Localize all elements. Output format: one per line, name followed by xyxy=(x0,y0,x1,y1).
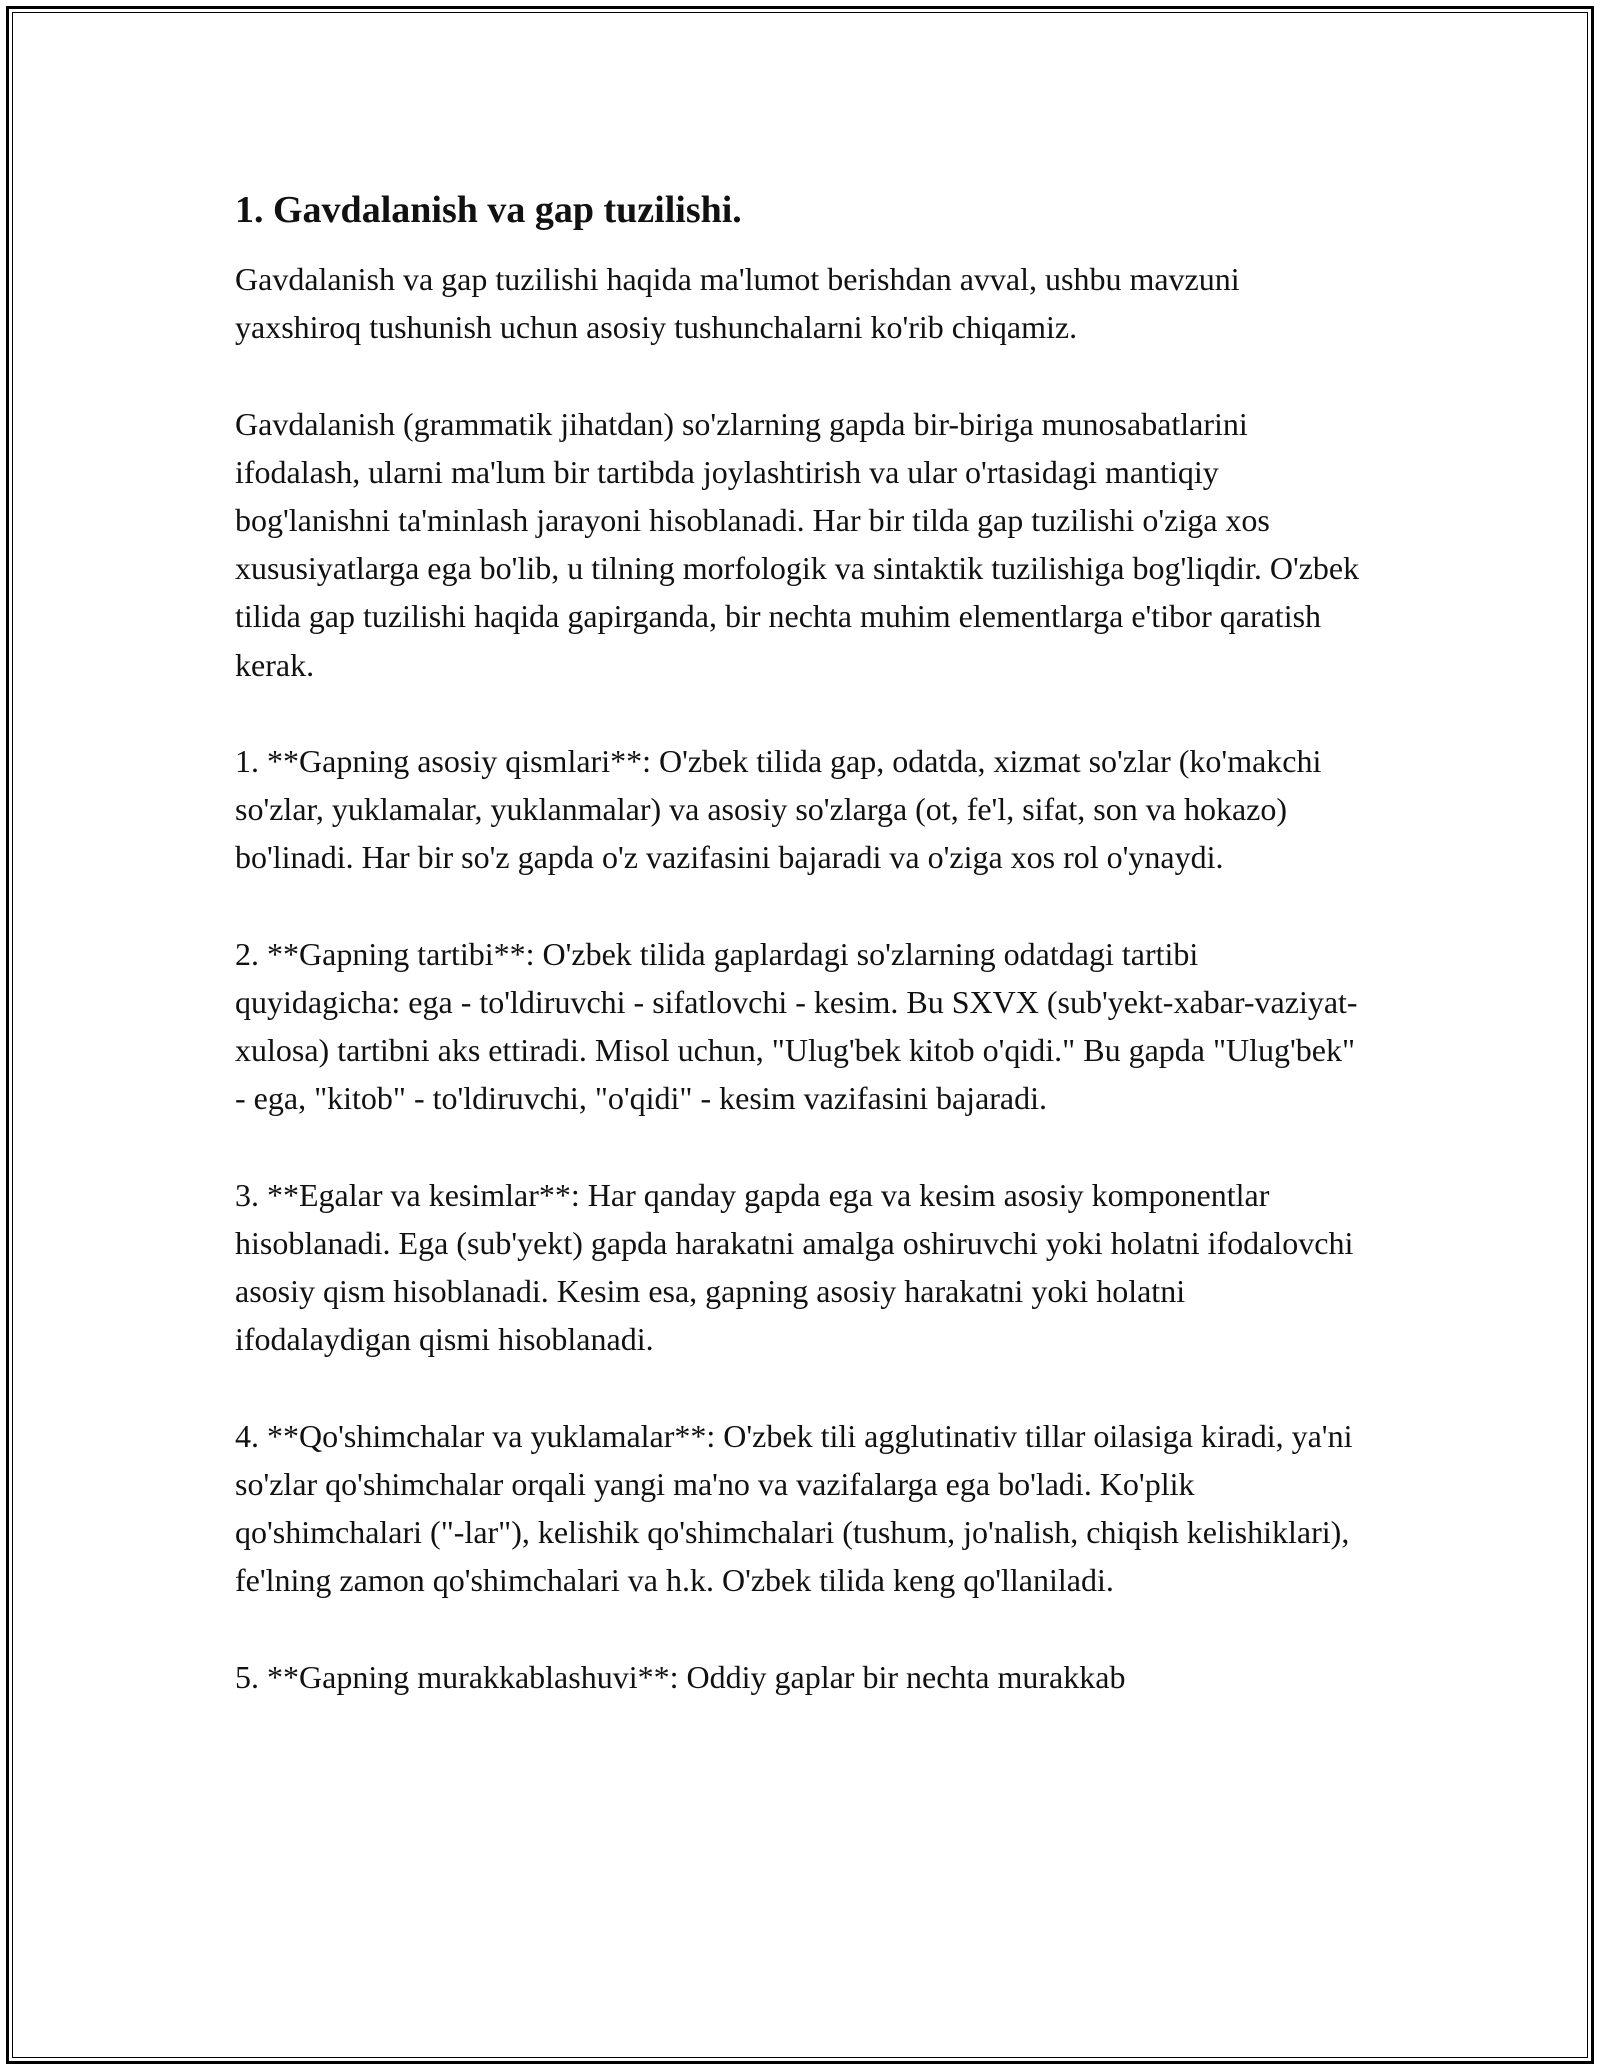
paragraph-item-2: 2. **Gapning tartibi**: O'zbek tilida gaplardagi so'zlarning odatdagi tartibi quyidagicha: ega - to'ldiruvchi - sifatlovchi - kesim. Bu SXVX (sub'yekt-xabar-vaziyat-xulosa) tartibni aks ettiradi. Misol uchun, "Ulug'bek kitob o'qidi." Bu gapda "Ulug'bek" - ega, "kitob" - to'ldiruvchi, "o'qidi" - kesim vazifasini bajaradi. xyxy=(235,935,1358,1117)
document-body xyxy=(235,185,1365,1749)
paragraph-definition: Gavdalanish (grammatik jihatdan) so'zlarning gapda bir-biriga munosabatlarini ifodalash, ularni ma'lum bir tartibda joylashtirish va ular o'rtasidagi mantiqiy bog'lanishni ta'minlash jarayoni hisoblanadi. Har bir tilda gap tuzilishi o'ziga xos xususiyatlarga ega bo'lib, u tilning morfologik va sintaktik tuzilishiga bog'liqdir. O'zbek tilida gap tuzilishi haqida gapirganda, bir nechta muhim elementlarga e'tibor qaratish kerak. xyxy=(235,405,1360,683)
paragraph-item-1: 1. **Gapning asosiy qismlari**: O'zbek tilida gap, odatda, xizmat so'zlar (ko'makchi so'zlar, yuklamalar, yuklanmalar) va asosiy so'zlarga (ot, fe'l, sifat, son va hokazo) bo'linadi. Har bir so'z gapda o'z vazifasini bajaradi va o'ziga xos rol o'ynaydi. xyxy=(235,743,1322,876)
document-title: 1. Gavdalanish va gap tuzilishi. xyxy=(235,189,742,231)
paragraph-item-3: 3. **Egalar va kesimlar**: Har qanday gapda ega va kesim asosiy komponentlar hisoblanadi. Ega (sub'yekt) gapda harakatni amalga oshiruvchi yoki holatni ifodalovchi asosiy qism hisoblanadi. Kesim esa, gapning asosiy harakatni yoki holatni ifodalaydigan qismi hisoblanadi. xyxy=(235,1176,1354,1358)
paragraph-intro: Gavdalanish va gap tuzilishi haqida ma'lumot berishdan avval, ushbu mavzuni yaxshiroq tushunish uchun asosiy tushunchalarni ko'rib chiqamiz. xyxy=(235,261,1240,346)
paragraph-item-5: 5. **Gapning murakkablashuvi**: Oddiy gaplar bir nechta murakkab xyxy=(235,1658,1126,1695)
paragraph-item-4: 4. **Qo'shimchalar va yuklamalar**: O'zbek tili agglutinativ tillar oilasiga kiradi, ya'ni so'zlar qo'shimchalar orqali yangi ma'no va vazifalarga ega bo'ladi. Ko'plik qo'shimchalari ("-lar"), kelishik qo'shimchalari (tushum, jo'nalish, chiqish kelishiklari), fe'lning zamon qo'shimchalari va h.k. O'zbek tilida keng qo'llaniladi. xyxy=(235,1417,1353,1599)
